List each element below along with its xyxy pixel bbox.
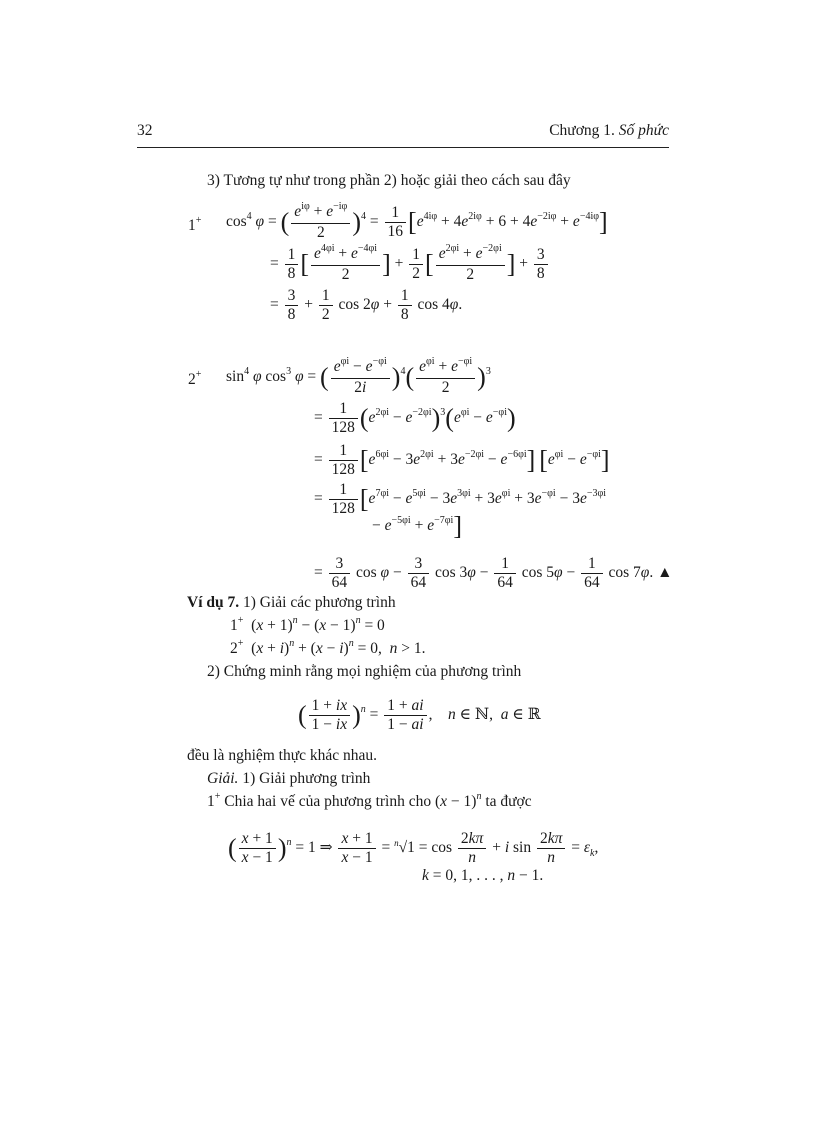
item2-line5: − $e^{-5\varphi i} + e^{-7\varphi i}$] [372,511,462,541]
example7-eq1: 1+ $(x + 1)^n - (x - 1)^n = 0$ [230,615,385,634]
item1-label: 1+ [188,215,202,234]
chapter-title: Số phức [618,122,669,139]
item2-line4: = $\frac{1}{128}$ [$e^{7\varphi i} - e^{5\varphi i} - 3e^{3\varphi i} + 3e^{\varphi i} + 3e^{-\varphi i} - 3e^{-3\varphi i}$ [314,481,607,517]
example7-title: Ví dụ 7. [187,594,240,611]
example7-part2: 2) Chứng minh rằng mọi nghiệm của phương trình [207,663,522,680]
solution-label: Giải. [207,770,239,787]
item1-line3: = $\frac{3}{8}$ + $\frac{1}{2}$ cos 2φ + $\frac{1}{8}$ cos 4φ. [270,287,463,323]
example7-heading [187,593,396,613]
part3-intro: 3) Tương tự như trong phần 2) hoặc giải theo cách sau đây [207,172,571,189]
item2-line6: = $\frac{3}{64}$ cos φ − $\frac{3}{64}$ cos 3φ − $\frac{1}{64}$ cos 5φ − $\frac{1}{64}$ cos 7φ. ▲ [314,555,673,591]
end-triangle-icon: ▲ [657,564,673,582]
item2-line3: = $\frac{1}{128}$ $[e^{6\varphi i} - 3e^{2\varphi i} + 3e^{-2\varphi i} - e^{-6\varphi i}] [e^{\varphi i} - e^{-\varphi i}]$ [314,442,610,478]
solution-step1 [207,769,370,789]
solution-step1a: 1+ Chia hai vế của phương trình cho $(x - 1)^n$ ta được [207,791,532,810]
running-header [549,121,669,141]
item2-label: 2+ [188,369,202,388]
example7-part1: 1) Giải các phương trình [243,594,396,611]
example7-display-eq: ( $\frac{1 + ix}{1 - ix}$ )$^n$ = $\frac{1 + ai}{1 - ai}$ , n ∈ ℕ, a ∈ ℝ [298,697,541,733]
item2-line1: $\sin^4 \varphi$ $\cos^3 \varphi$ = ( $\frac{e^{\varphi i} - e^{-\varphi i}}{2i}$ )$^4$( $\frac{e^{\varphi i} + e^{-\varphi i}}{2}$ )$^3$ [226,356,491,396]
chapter-label: Chương 1. [549,122,615,139]
solution-step1-text: 1) Giải phương trình [242,770,371,787]
solution-eq-line2: k = 0, 1, . . . , n − 1. [422,867,544,884]
solution-eq-line1: ( $\frac{x + 1}{x - 1}$ )$^n$ = 1 ⇒ $\frac{x + 1}{x - 1}$ = $^n$√1 = cos $\frac{2k\pi}{n}$ + i sin $\frac{2k\pi}{n}$ = $\varepsilon_k$, [228,830,599,866]
header-rule [137,147,669,148]
example7-conclusion: đều là nghiệm thực khác nhau. [187,747,378,764]
item2-line2: = $\frac{1}{128}$ $(e^{2\varphi i} - e^{-2\varphi i})^3(e^{\varphi i} - e^{-\varphi i})$ [314,400,516,436]
page-number: 32 [137,122,153,139]
example7-eq2: 2+ $(x + i)^n + (x - i)^n = 0$, n > 1. [230,638,426,657]
item1-line1: $\cos^4 \varphi$ = ( $\frac{e^{i\varphi} + e^{-i\varphi}}{2}$ )$^4$ = $\frac{1}{16}$ $[e^{4i\varphi} + 4e^{2i\varphi} + 6 + 4e^{-2i\varphi} + e^{-4i\varphi}]$ [226,201,608,241]
item1-line2: = $\frac{1}{8}$ [ $\frac{e^{4\varphi i} + e^{-4\varphi i}}{2}$ ] + $\frac{1}{2}$ [ $\frac{e^{2\varphi i} + e^{-2\varphi i}}{2}$ ] + $\frac{3}{8}$ [270,245,550,284]
